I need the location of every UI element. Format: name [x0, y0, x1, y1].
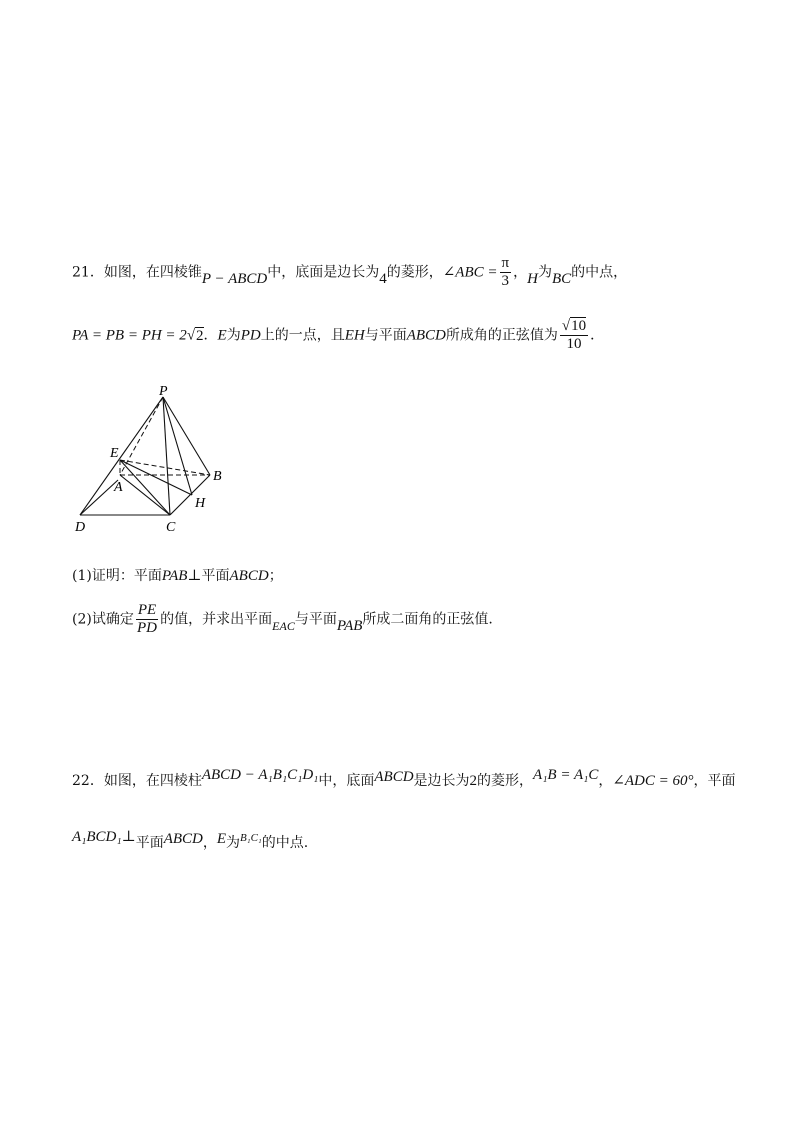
text: ．: [203, 327, 218, 344]
text: 中，底面: [318, 773, 375, 789]
question-number: (1): [72, 568, 92, 584]
label-C: C: [166, 520, 176, 535]
question-2: [72, 602, 493, 637]
problem-number: 21．: [72, 264, 104, 281]
text: 与平面: [364, 327, 407, 344]
fraction-PE-over-PD: [136, 602, 158, 637]
fraction-numerator: PE: [137, 602, 157, 618]
fraction-denominator: 10: [566, 336, 582, 352]
math-ABCD: ABCD: [163, 831, 203, 847]
math-pyramid: P − ABCD: [201, 270, 268, 287]
text: ，平面: [693, 773, 736, 789]
label-H: H: [195, 496, 206, 511]
math-B1C1: B₁C₁: [240, 832, 262, 844]
text: 与平面: [294, 611, 337, 628]
math-E: E: [217, 327, 227, 344]
text: 证明：平面: [91, 568, 162, 584]
fraction-denominator: PD: [137, 620, 157, 636]
text: 为: [537, 264, 552, 281]
text: 平面: [135, 835, 164, 851]
problem-22-line-2: [72, 829, 309, 852]
problem-number: 22．: [72, 773, 104, 789]
text: 所成二面角的正弦值.: [362, 611, 493, 628]
text: 的值，并求出平面: [160, 611, 273, 628]
perp-symbol: ⊥: [121, 829, 136, 845]
math-EH: EH: [344, 327, 365, 344]
question-number: (2): [72, 611, 92, 628]
math-angle-lhs: ∠ABC =: [442, 264, 498, 281]
math-H: H: [527, 270, 538, 287]
math-PAB: PAB: [336, 617, 363, 634]
text: 中，底面是边长为: [267, 264, 380, 281]
text: 所成角的正弦值为: [445, 327, 558, 344]
problem-21-line-2: PA = PB = PH = 2√2．E为PD上的一点，且EH与平面ABCD所成角的正弦值为 $\frac{√10}{10}$ ．: [72, 318, 605, 352]
text: ，: [513, 264, 528, 281]
math-EAC: EAC: [272, 618, 295, 633]
text: ，: [598, 773, 613, 789]
text: ；: [268, 568, 283, 584]
text: 的中点.: [261, 835, 309, 851]
text: 是边长为: [413, 773, 470, 789]
math-PAB: PAB: [161, 568, 188, 584]
math-E: E: [216, 831, 227, 847]
text: 试确定: [91, 611, 134, 628]
label-D: D: [75, 520, 86, 535]
math-PD: PD: [240, 327, 261, 344]
label-B: B: [213, 469, 222, 484]
text: 的菱形，: [386, 264, 443, 281]
math-angle-ADC: ∠ADC = 60°: [612, 773, 694, 789]
math-prism: ABCD − A₁B₁C₁D₁: [201, 767, 319, 783]
math-ABCD: ABCD: [406, 327, 446, 344]
math-ABCD: ABCD: [229, 568, 269, 584]
text: 的菱形，: [477, 773, 534, 789]
math-sqrt2: 2: [196, 327, 204, 344]
label-E: E: [110, 446, 119, 461]
problem-21-line-1: [72, 255, 627, 290]
label-P: P: [159, 385, 168, 399]
text: 如图，在四棱柱: [103, 773, 202, 789]
fraction-numerator: 10: [571, 318, 587, 334]
fraction-sqrt10-over-10: $\frac{√10}{10}$: [561, 318, 587, 352]
pyramid-figure: [70, 385, 240, 535]
math-side-length: 4: [379, 270, 387, 287]
text: ．: [590, 327, 605, 344]
text: 平面: [201, 568, 230, 584]
perp-symbol: ⊥: [187, 568, 202, 584]
math-lengths: PA = PB = PH = 2: [72, 327, 187, 344]
text: 上的一点，且: [260, 327, 345, 344]
fraction-denominator: 3: [501, 273, 510, 289]
text: 为: [226, 835, 241, 851]
fraction-numerator: π: [501, 255, 510, 271]
math-two: 2: [469, 773, 478, 789]
math-plane-A1BCD1: A₁BCD₁: [72, 829, 122, 845]
text: 的中点，: [571, 264, 628, 281]
label-A: A: [114, 480, 123, 495]
text: ，: [202, 835, 217, 851]
fraction-pi-over-3: [500, 255, 512, 290]
math-equal-lengths: A₁B = A₁C: [533, 767, 599, 783]
math-ABCD: ABCD: [374, 769, 414, 785]
question-1: [72, 565, 283, 585]
problem-22-line-1: [72, 767, 736, 790]
text: 如图，在四棱锥: [103, 264, 202, 281]
text: 为: [226, 327, 241, 344]
math-BC: BC: [551, 270, 572, 287]
